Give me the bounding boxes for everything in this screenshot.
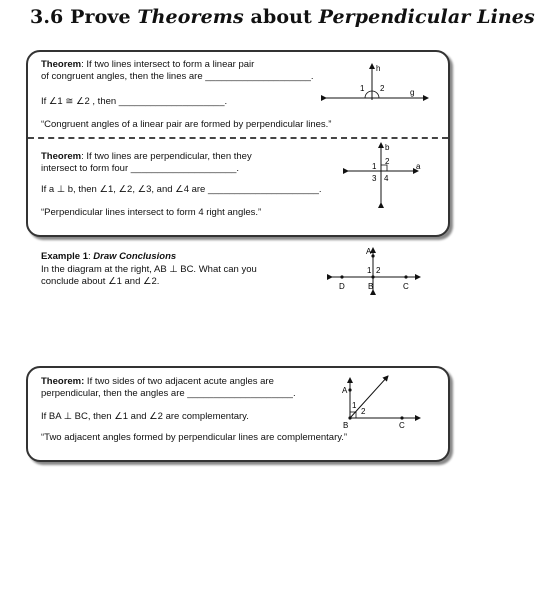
label-2: 2 — [376, 266, 381, 275]
theorem1-line1: Theorem: If two lines intersect to form a linear pair — [41, 59, 255, 70]
theorem2-line1: Theorem: If two lines are perpendicular, then they — [41, 151, 252, 162]
label-D: D — [339, 282, 345, 291]
point-d — [340, 275, 343, 278]
theorem1-diagram — [322, 60, 434, 108]
label-1: 1 — [352, 401, 357, 410]
label-2: 2 — [380, 84, 385, 93]
example1-line2: conclude about ∠1 and ∠2. — [41, 276, 160, 287]
label-2: 2 — [361, 407, 366, 416]
label-4: 4 — [384, 174, 389, 183]
label-A: A — [366, 247, 372, 256]
section-divider — [28, 137, 448, 139]
label-1: 1 — [367, 266, 372, 275]
theorem3-quote: “Two adjacent angles formed by perpendicular lines are complementary.” — [41, 432, 348, 443]
label-a: a — [416, 162, 421, 171]
label-1: 1 — [372, 162, 377, 171]
theorem2-if-line: If a ⊥ b, then ∠1, ∠2, ∠3, and ∠4 are _____________________. — [41, 184, 322, 195]
label-A: A — [342, 386, 348, 395]
theorem3-if-line: If BA ⊥ BC, then ∠1 and ∠2 are complementary. — [41, 411, 249, 422]
label-2: 2 — [385, 157, 390, 166]
theorem2-quote: “Perpendicular lines intersect to form 4 right angles.” — [41, 207, 262, 218]
theorem3-line2: perpendicular, then the angles are ____________________. — [41, 388, 296, 399]
label-b: b — [385, 143, 390, 152]
theorem3-diagram — [338, 372, 428, 430]
label-h: h — [376, 64, 381, 73]
example1-diagram — [328, 240, 424, 298]
point-b — [371, 275, 374, 278]
theorem1-if-line: If ∠1 ≅ ∠2 , then ____________________. — [41, 96, 228, 107]
point-b — [348, 416, 351, 419]
label-g: g — [410, 88, 415, 97]
point-c — [400, 416, 403, 419]
point-c — [404, 275, 407, 278]
label-1: 1 — [360, 84, 365, 93]
label-3: 3 — [372, 174, 377, 183]
theorem2-diagram — [344, 140, 424, 206]
theorem1-line2: of congruent angles, then the lines are ____________________. — [41, 71, 314, 82]
label-B: B — [343, 421, 349, 430]
theorem3-line1: Theorem: If two sides of two adjacent acute angles are — [41, 376, 274, 387]
page-title: 3.6 Prove Theorems about Perpendicular Lines — [30, 6, 535, 28]
theorem2-line2: intersect to form four ____________________. — [41, 163, 240, 174]
theorem1-quote: “Congruent angles of a linear pair are formed by perpendicular lines.” — [41, 119, 332, 130]
label-B: B — [368, 282, 374, 291]
example1-line1: In the diagram at the right, AB ⊥ BC. What can you — [41, 264, 257, 275]
example1-heading: Example 1: Draw Conclusions — [41, 251, 177, 262]
label-C: C — [399, 421, 405, 430]
point-a — [348, 388, 351, 391]
label-C: C — [403, 282, 409, 291]
point-a — [371, 254, 374, 257]
